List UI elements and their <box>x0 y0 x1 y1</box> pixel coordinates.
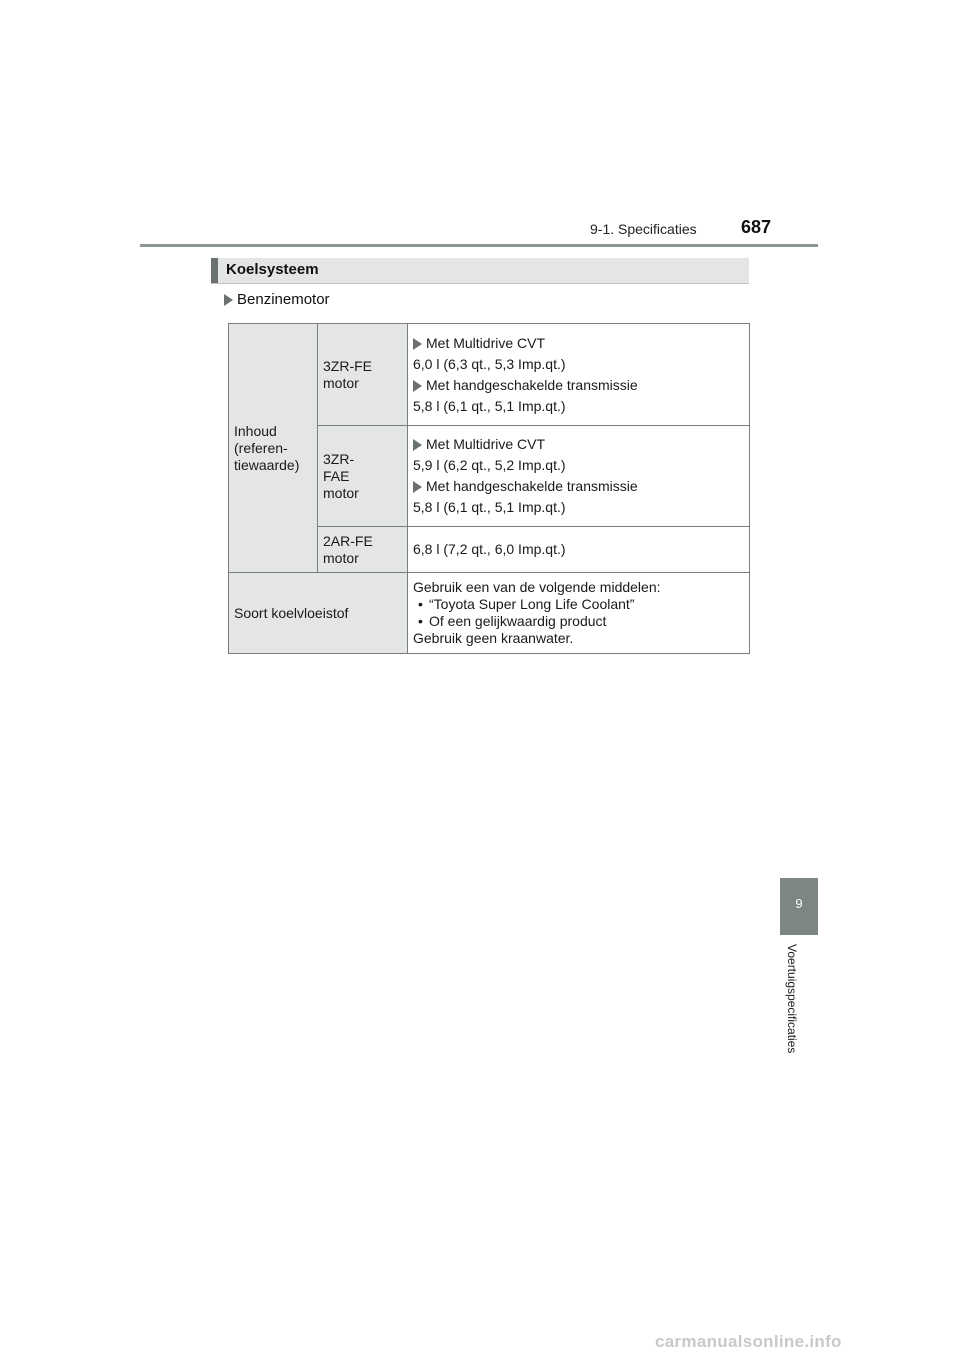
engine-name: 2AR-FE motor <box>323 532 373 566</box>
chapter-tab <box>780 878 818 935</box>
subsection-heading <box>224 291 330 308</box>
capacity-value: 6,0 l (6,3 qt., 5,3 Imp.qt.) <box>413 355 566 372</box>
chapter-number: 9 <box>795 896 803 911</box>
chapter-label: Voertuigspecificaties <box>785 944 799 1054</box>
engine-label <box>318 324 408 426</box>
capacity-value: 5,9 l (6,2 qt., 5,2 Imp.qt.) <box>413 457 566 473</box>
variant-heading <box>413 335 744 352</box>
coolant-option: • “Toyota Super Long Life Coolant” <box>413 596 744 613</box>
section-header: 9-1. Specificaties <box>590 221 697 237</box>
capacity-cell <box>408 527 750 573</box>
table-row <box>229 324 750 426</box>
section-accent <box>211 258 218 283</box>
engine-label <box>318 527 408 573</box>
coolant-intro: Gebruik een van de volgende middelen: <box>413 579 661 595</box>
variant-label: Met handgeschakelde transmissie <box>426 478 638 494</box>
engine-label <box>318 426 408 527</box>
triangle-right-icon <box>224 294 233 306</box>
capacity-value: 5,8 l (6,1 qt., 5,1 Imp.qt.) <box>413 397 566 414</box>
coolant-spec-table <box>228 323 750 654</box>
coolant-label-text: Soort koelvloeistof <box>234 604 349 621</box>
engine-name: 3ZR-FE motor <box>323 357 372 391</box>
table-row <box>229 573 750 654</box>
coolant-cell <box>408 573 750 654</box>
variant-heading <box>413 478 744 495</box>
section-title-bar <box>211 258 749 284</box>
coolant-label <box>229 573 408 654</box>
coolant-note: Gebruik geen kraanwater. <box>413 630 574 646</box>
variant-label: Met handgeschakelde transmissie <box>426 376 638 393</box>
triangle-right-icon <box>413 380 422 392</box>
section-title: Koelsysteem <box>226 261 319 278</box>
triangle-right-icon <box>413 481 422 493</box>
capacity-cell <box>408 426 750 527</box>
triangle-right-icon <box>413 439 422 451</box>
capacity-value: 5,8 l (6,1 qt., 5,1 Imp.qt.) <box>413 499 566 515</box>
engine-name: 3ZR-FAE motor <box>323 450 359 501</box>
watermark: carmanualsonline.info <box>655 1332 842 1351</box>
variant-heading <box>413 377 744 394</box>
page-number: 687 <box>741 217 772 237</box>
coolant-option: • Of een gelijkwaardig product <box>413 613 744 630</box>
capacity-cell <box>408 324 750 426</box>
inhoud-label <box>229 324 318 573</box>
variant-label: Met Multidrive CVT <box>426 436 546 452</box>
variant-heading <box>413 436 744 453</box>
inhoud-label-text: Inhoud (referen- tiewaarde) <box>234 422 300 473</box>
header-divider <box>140 244 818 247</box>
subsection-label: Benzinemotor <box>237 291 330 308</box>
triangle-right-icon <box>413 338 422 350</box>
variant-label: Met Multidrive CVT <box>426 334 546 351</box>
capacity-value: 6,8 l (7,2 qt., 6,0 Imp.qt.) <box>413 541 566 557</box>
